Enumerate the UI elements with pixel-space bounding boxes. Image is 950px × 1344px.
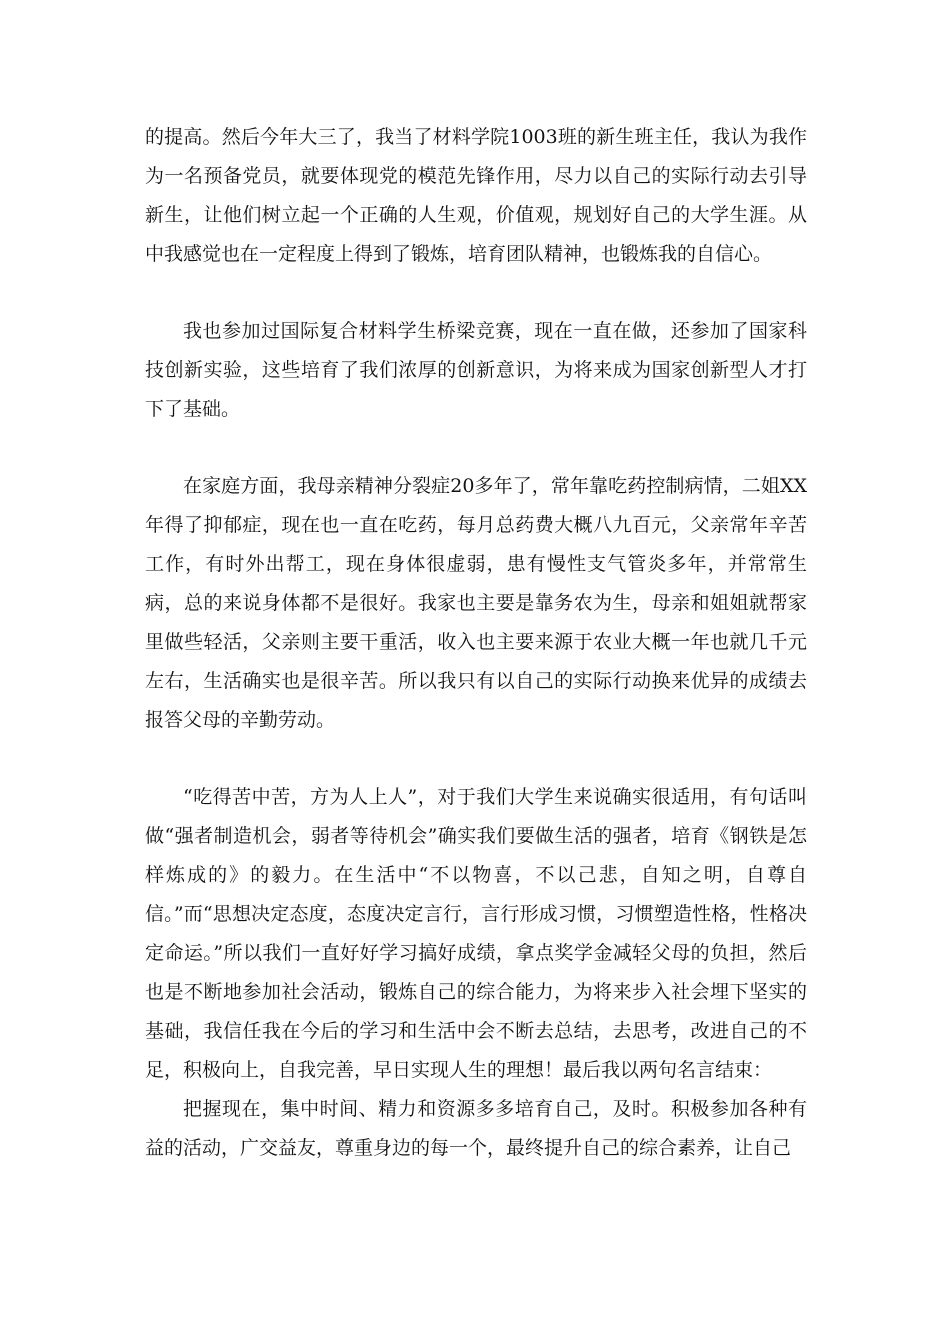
paragraph-closing: 把握现在，集中时间、精力和资源多多培育自己，及时。积极参加各种有益的活动，广交益友，尊重身边的每一个，最终提升自己的综合素养，让自己 <box>145 1098 807 1159</box>
paragraph-motto: “吃得苦中苦，方为人上人”，对于我们大学生来说确实很适用，有句话叫做“强者制造机会，弱者等待机会”确实我们要做生活的强者，培育《钢铁是怎样炼成的》的毅力。在生活中“不以物喜，不以己悲，自知之明，自尊自信。”而“思想决定态度，态度决定言行，言行形成习惯，习惯塑造性格，性格决定命运。”所以我们一直好好学习搞好成绩，拿点奖学金减轻父母的负担，然后也是不断地参加社会活动，锻炼自己的综合能力，为将来步入社会埋下坚实的基础，我信任我在今后的学习和生活中会不断去总结，去思考，改进自己的不足，积极向上，自我完善，早日实现人生的理想！最后我以两句名言结束： <box>145 786 807 1081</box>
paragraph-family: 在家庭方面，我母亲精神分裂症20多年了，常年靠吃药控制病情，二姐XX年得了抑郁症，现在也一直在吃药，每月总药费大概八九百元，父亲常年辛苦工作，有时外出帮工，现在身体很虚弱，患有慢性支气管炎多年，并常常生病，总的来说身体都不是很好。我家也主要是靠务农为生，母亲和姐姐就帮家里做些轻活，父亲则主要干重活，收入也主要来源于农业大概一年也就几千元左右，生活确实也是很辛苦。所以我只有以自己的实际行动换来优异的成绩去报答父母的辛勤劳动。 <box>145 475 807 731</box>
document-body <box>145 118 807 1168</box>
paragraph-competition: 我也参加过国际复合材料学生桥梁竞赛，现在一直在做，还参加了国家科技创新实验，这些培育了我们浓厚的创新意识，为将来成为国家创新型人才打下了基础。 <box>145 320 807 420</box>
paragraph-continuation: 的提高。然后今年大三了，我当了材料学院1003班的新生班主任，我认为我作为一名预备党员，就要体现党的模范先锋作用，尽力以自己的实际行动去引导新生，让他们树立起一个正确的人生观，价值观，规划好自己的大学生涯。从中我感觉也在一定程度上得到了锻炼，培育团队精神，也锻炼我的自信心。 <box>145 126 807 265</box>
